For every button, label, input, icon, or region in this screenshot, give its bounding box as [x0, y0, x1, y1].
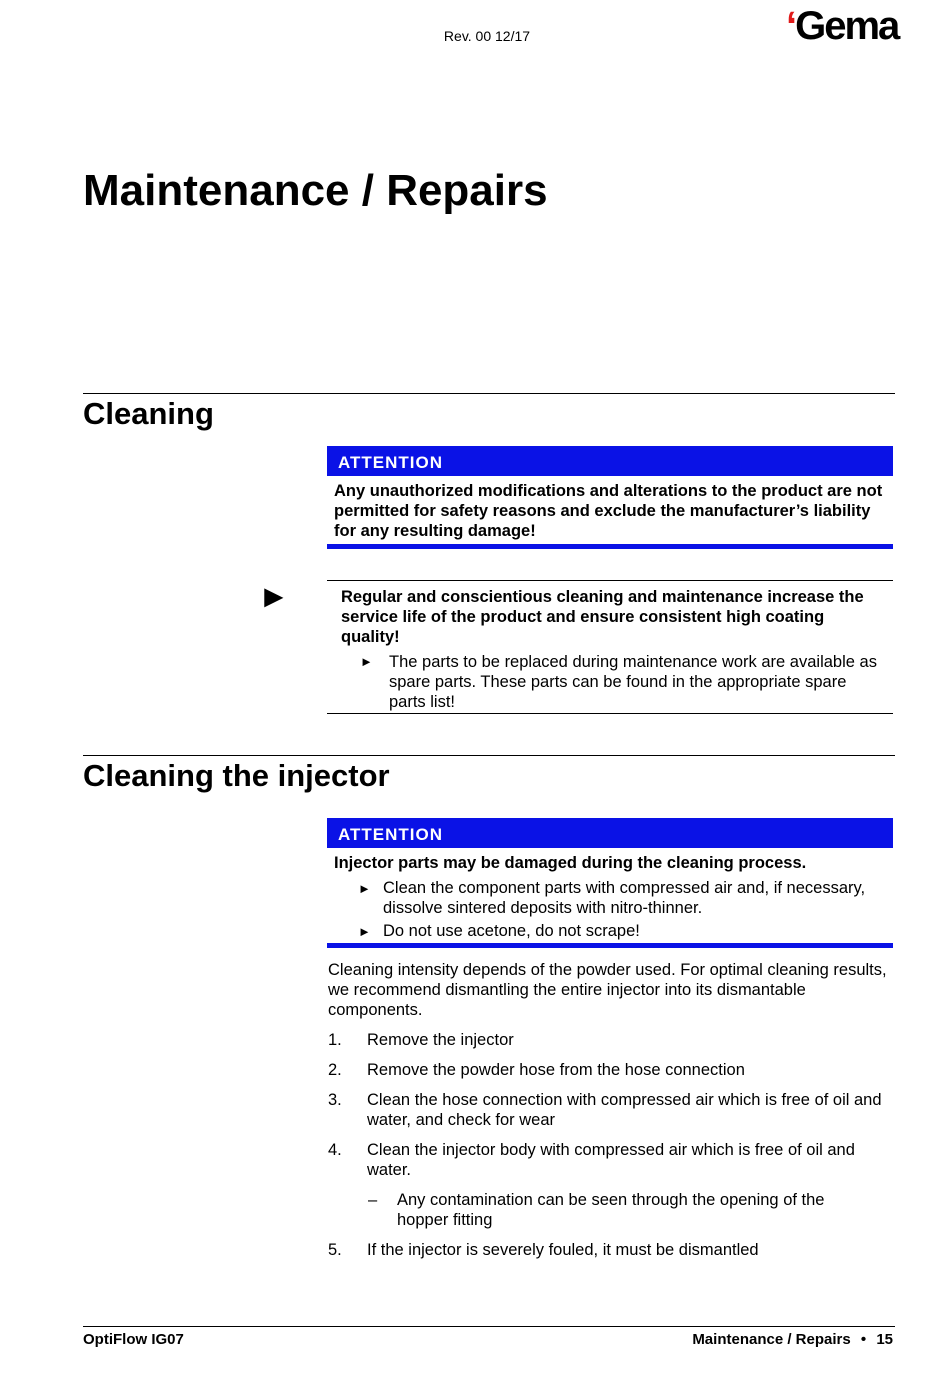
step-number: 1. [328, 1031, 342, 1049]
attention-bar: ATTENTION [327, 446, 893, 476]
footer-bullet: • [860, 1331, 867, 1348]
sub-dash: – [368, 1191, 378, 1209]
section-divider [83, 393, 895, 394]
note-bottom-rule [327, 713, 893, 714]
footer-page-number: 15 [876, 1331, 893, 1348]
attention-text: Injector parts may be damaged during the cleaning process. [334, 854, 807, 872]
step-number: 5. [328, 1241, 342, 1259]
section-title-injector: Cleaning the injector [83, 758, 390, 793]
note-arrow-icon: ► [258, 578, 290, 614]
note-top-rule [327, 580, 893, 581]
note-bold-text: Regular and conscientious cleaning and maintenance increase the service life of the product and ensure consistent high coating quality! [341, 588, 864, 646]
sub-item-text: Any contamination can be seen through the opening of the hopper fitting [397, 1191, 825, 1229]
step-number: 3. [328, 1091, 342, 1109]
logo-swoosh-icon: ‘ [786, 4, 796, 48]
revision-label: Rev. 00 12/17 [443, 28, 531, 44]
footer-rule [83, 1326, 895, 1327]
step-text: Clean the injector body with compressed air which is free of oil and water. [367, 1141, 855, 1179]
bullet-arrow-icon: ► [358, 924, 371, 939]
attention-bottom-line [327, 943, 893, 948]
attention-text: Any unauthorized modifications and alterations to the product are not permitted for safety reasons and exclude the manufacturer’s liability for any resulting damage! [334, 482, 883, 540]
attention-bar: ATTENTION [327, 818, 893, 848]
intro-paragraph: Cleaning intensity depends of the powder used. For optimal cleaning results, we recommend dismantling the entire injector into its dismantable components. [328, 961, 887, 1019]
section-divider [83, 755, 895, 756]
attention-bullet: Do not use acetone, do not scrape! [383, 922, 640, 940]
step-text: Clean the hose connection with compressed air which is free of oil and water, and check for wear [367, 1091, 882, 1129]
note-bullet-text: The parts to be replaced during maintenance work are available as spare parts. These parts can be found in the appropriate spare parts list! [389, 653, 877, 711]
footer-chapter: Maintenance / Repairs [692, 1331, 851, 1348]
footer-page-info [600, 1331, 893, 1348]
attention-bullet: Clean the component parts with compressed air and, if necessary, dissolve sintered deposits with nitro-thinner. [383, 879, 866, 917]
step-text: Remove the injector [367, 1031, 514, 1049]
step-text: Remove the powder hose from the hose connection [367, 1061, 745, 1079]
bullet-arrow-icon: ► [358, 881, 371, 896]
section-title-cleaning: Cleaning [83, 396, 214, 431]
footer-product: OptiFlow IG07 [83, 1331, 184, 1348]
logo-text: Gema [795, 4, 899, 48]
bullet-arrow-icon: ► [360, 654, 373, 669]
step-text: If the injector is severely fouled, it must be dismantled [367, 1241, 759, 1259]
step-number: 4. [328, 1141, 342, 1159]
gema-logo [786, 4, 898, 49]
attention-bottom-line [327, 544, 893, 549]
chapter-title: Maintenance / Repairs [83, 166, 548, 215]
step-number: 2. [328, 1061, 342, 1079]
